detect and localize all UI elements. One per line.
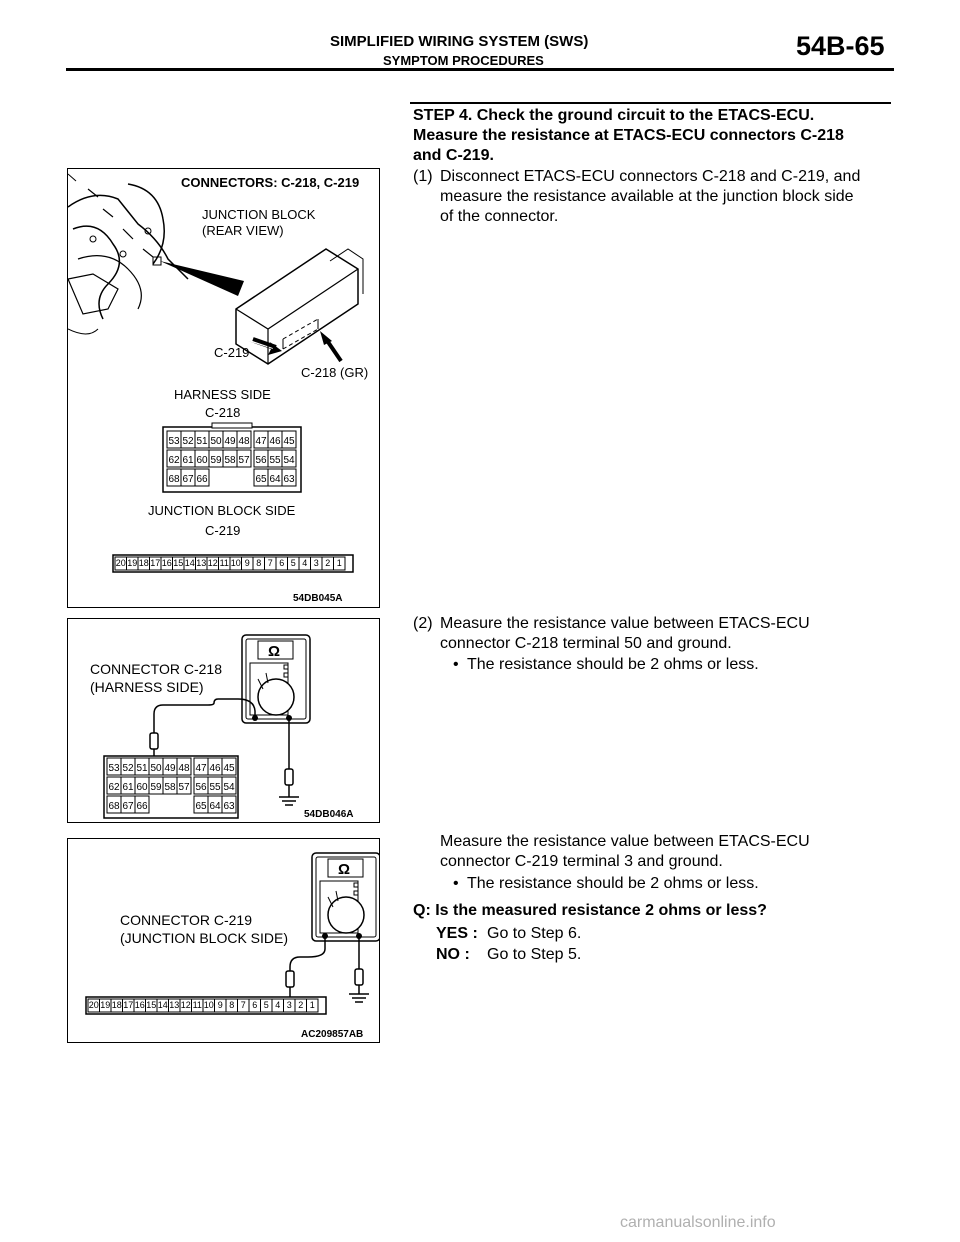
item-3-line-1: Measure the resistance value between ETACS-ECU bbox=[440, 833, 810, 850]
connector-pin-number: 11 bbox=[192, 1000, 202, 1010]
connector-pin-number: 65 bbox=[255, 474, 267, 485]
fig1-c218-label: C-218 (GR) bbox=[301, 365, 369, 380]
fig1-junction-label-1: JUNCTION BLOCK bbox=[202, 207, 316, 222]
connector-pin-number: 8 bbox=[256, 558, 262, 568]
connector-pin-number: 20 bbox=[88, 1000, 99, 1010]
connector-pin-number: 17 bbox=[123, 1000, 134, 1010]
connector-pin-number: 64 bbox=[209, 801, 221, 812]
fig1-c219: C-219 bbox=[205, 523, 241, 538]
step-heading-line-1: STEP 4. Check the ground circuit to the ETACS-ECU. bbox=[413, 107, 815, 124]
fig2-code: 54DB046A bbox=[304, 809, 354, 820]
connector-pin-number: 1 bbox=[336, 558, 342, 568]
connector-pin-number: 61 bbox=[122, 782, 134, 793]
connector-pin-number: 50 bbox=[210, 436, 222, 447]
connector-pin-number: 67 bbox=[122, 801, 134, 812]
connector-pin-number: 58 bbox=[164, 782, 176, 793]
item-3-bullet: • The resistance should be 2 ohms or less. bbox=[467, 874, 759, 894]
header-title: SIMPLIFIED WIRING SYSTEM (SWS) bbox=[330, 33, 589, 50]
connector-pin-number: 10 bbox=[230, 558, 241, 568]
yes-text: Go to Step 6. bbox=[487, 925, 582, 942]
no-label: NO : bbox=[436, 946, 470, 963]
connector-pin-number: 49 bbox=[224, 436, 236, 447]
fig1-junction-side: JUNCTION BLOCK SIDE bbox=[148, 503, 296, 518]
connector-pin-number: 50 bbox=[150, 763, 162, 774]
connector-pin-number: 55 bbox=[209, 782, 221, 793]
connector-pin-number: 67 bbox=[182, 474, 194, 485]
connector-pin-number: 59 bbox=[210, 455, 222, 466]
connector-pin-number: 54 bbox=[223, 782, 235, 793]
connector-pin-number: 13 bbox=[196, 558, 207, 568]
figure-connectors-c218-c219 bbox=[67, 168, 380, 608]
figure-2-drawing bbox=[68, 619, 379, 822]
connector-pin-number: 66 bbox=[136, 801, 148, 812]
connector-pin-number: 62 bbox=[108, 782, 120, 793]
fig1-c218: C-218 bbox=[205, 405, 241, 420]
connector-pin-number: 64 bbox=[269, 474, 281, 485]
connector-pin-number: 45 bbox=[223, 763, 235, 774]
connector-pin-number: 57 bbox=[238, 455, 250, 466]
connector-pin-number: 1 bbox=[309, 1000, 315, 1010]
connector-pin-number: 63 bbox=[283, 474, 295, 485]
header-subtitle: SYMPTOM PROCEDURES bbox=[383, 53, 544, 68]
connector-pin-number: 47 bbox=[255, 436, 267, 447]
connector-pin-number: 8 bbox=[229, 1000, 235, 1010]
connector-pin-number: 11 bbox=[219, 558, 229, 568]
item-2-line-1: Measure the resistance value between ETACS-ECU bbox=[440, 615, 810, 632]
connector-pin-number: 48 bbox=[178, 763, 190, 774]
connector-pin-number: 51 bbox=[196, 436, 208, 447]
item-1-line-2: measure the resistance available at the junction block side bbox=[440, 188, 854, 205]
connector-pin-number: 5 bbox=[290, 558, 296, 568]
connector-pin-number: 52 bbox=[122, 763, 134, 774]
connector-pin-number: 7 bbox=[240, 1000, 246, 1010]
connector-pin-number: 2 bbox=[325, 558, 331, 568]
connector-pin-number: 10 bbox=[203, 1000, 214, 1010]
connector-pin-number: 46 bbox=[269, 436, 281, 447]
header-rule bbox=[66, 68, 894, 71]
connector-pin-number: 3 bbox=[286, 1000, 292, 1010]
connector-pin-number: 12 bbox=[180, 1000, 191, 1010]
connector-pin-number: 17 bbox=[150, 558, 161, 568]
connector-pin-number: 68 bbox=[108, 801, 120, 812]
question: Q: Is the measured resistance 2 ohms or less? bbox=[413, 902, 767, 919]
connector-pin-number: 47 bbox=[195, 763, 207, 774]
step-heading-line-3: and C-219. bbox=[413, 147, 494, 164]
connector-pin-number: 58 bbox=[224, 455, 236, 466]
fig1-c219-label: C-219 bbox=[214, 345, 250, 360]
fig2-label-2: (HARNESS SIDE) bbox=[90, 679, 204, 695]
connector-pin-number: 16 bbox=[134, 1000, 145, 1010]
ohmmeter bbox=[312, 853, 379, 941]
connector-pin-number: 2 bbox=[298, 1000, 304, 1010]
connector-pin-number: 60 bbox=[136, 782, 148, 793]
connector-pin-number: 19 bbox=[100, 1000, 111, 1010]
connector-pin-number: 63 bbox=[223, 801, 235, 812]
connector-c218-face-2 bbox=[104, 756, 238, 818]
connector-pin-number: 53 bbox=[108, 763, 120, 774]
fig1-title: CONNECTORS: C-218, C-219 bbox=[181, 175, 360, 190]
connector-pin-number: 20 bbox=[115, 558, 126, 568]
connector-pin-number: 66 bbox=[196, 474, 208, 485]
connector-pin-number: 46 bbox=[209, 763, 221, 774]
fig1-code: 54DB045A bbox=[293, 593, 343, 604]
connector-pin-number: 61 bbox=[182, 455, 194, 466]
connector-pin-number: 60 bbox=[196, 455, 208, 466]
connector-pin-number: 62 bbox=[168, 455, 180, 466]
step-rule bbox=[410, 102, 891, 104]
fig2-label-1: CONNECTOR C-218 bbox=[90, 661, 222, 677]
connector-pin-number: 7 bbox=[267, 558, 273, 568]
connector-pin-number: 59 bbox=[150, 782, 162, 793]
connector-pin-number: 4 bbox=[275, 1000, 281, 1010]
fig1-harness-side: HARNESS SIDE bbox=[174, 387, 271, 402]
fig3-label-1: CONNECTOR C-219 bbox=[120, 912, 252, 928]
fig3-code: AC209857AB bbox=[301, 1029, 364, 1040]
yes-label: YES : bbox=[436, 925, 478, 942]
connector-pin-number: 13 bbox=[169, 1000, 180, 1010]
connector-pin-number: 52 bbox=[182, 436, 194, 447]
item-3-line-2: connector C-219 terminal 3 and ground. bbox=[440, 853, 723, 870]
item-1-number: (1) bbox=[413, 168, 433, 185]
connector-pin-number: 6 bbox=[252, 1000, 258, 1010]
connector-pin-number: 14 bbox=[184, 558, 195, 568]
connector-pin-number: 54 bbox=[283, 455, 295, 466]
connector-pin-number: 14 bbox=[157, 1000, 168, 1010]
no-text: Go to Step 5. bbox=[487, 946, 582, 963]
connector-pin-number: 19 bbox=[127, 558, 138, 568]
connector-pin-number: 18 bbox=[138, 558, 149, 568]
connector-pin-number: 15 bbox=[146, 1000, 157, 1010]
figure-connector-c218-measurement bbox=[67, 618, 380, 823]
fig2-ohm-symbol: Ω bbox=[268, 643, 281, 660]
ohmmeter bbox=[242, 635, 310, 723]
connector-pin-number: 56 bbox=[255, 455, 267, 466]
connector-pin-number: 6 bbox=[279, 558, 285, 568]
fig3-label-2: (JUNCTION BLOCK SIDE) bbox=[120, 930, 289, 946]
item-2-line-2: connector C-218 terminal 50 and ground. bbox=[440, 635, 732, 652]
connector-pin-number: 57 bbox=[178, 782, 190, 793]
connector-pin-number: 9 bbox=[244, 558, 250, 568]
item-2-number: (2) bbox=[413, 615, 433, 632]
item-1-line-1: Disconnect ETACS-ECU connectors C-218 and C-219, and bbox=[440, 168, 861, 185]
connector-pin-number: 4 bbox=[302, 558, 308, 568]
connector-pin-number: 48 bbox=[238, 436, 250, 447]
connector-pin-number: 65 bbox=[195, 801, 207, 812]
connector-pin-number: 56 bbox=[195, 782, 207, 793]
connector-pin-number: 5 bbox=[263, 1000, 269, 1010]
connector-pin-number: 16 bbox=[161, 558, 172, 568]
connector-pin-number: 12 bbox=[207, 558, 218, 568]
figure-connector-c219-measurement bbox=[67, 838, 380, 1043]
connector-c218-face-1 bbox=[163, 423, 301, 492]
connector-pin-number: 45 bbox=[283, 436, 295, 447]
connector-pin-number: 9 bbox=[217, 1000, 223, 1010]
connector-pin-number: 18 bbox=[111, 1000, 122, 1010]
connector-c219-face-1 bbox=[113, 555, 353, 572]
figure-1-drawing bbox=[68, 169, 379, 607]
page-number: 54B-65 bbox=[796, 31, 885, 61]
connector-pin-number: 68 bbox=[168, 474, 180, 485]
item-2-bullet: • The resistance should be 2 ohms or less. bbox=[467, 655, 759, 675]
item-1-line-3: of the connector. bbox=[440, 208, 559, 225]
connector-pin-number: 51 bbox=[136, 763, 148, 774]
connector-pin-number: 53 bbox=[168, 436, 180, 447]
watermark: carmanualsonline.info bbox=[620, 1214, 776, 1231]
connector-pin-number: 49 bbox=[164, 763, 176, 774]
fig3-ohm-symbol: Ω bbox=[338, 861, 351, 878]
connector-pin-number: 15 bbox=[173, 558, 184, 568]
connector-c219-face-2 bbox=[86, 997, 326, 1014]
step-heading-line-2: Measure the resistance at ETACS-ECU connectors C-218 bbox=[413, 127, 844, 144]
connector-pin-number: 55 bbox=[269, 455, 281, 466]
fig1-junction-label-2: (REAR VIEW) bbox=[202, 223, 284, 238]
connector-pin-number: 3 bbox=[313, 558, 319, 568]
figure-3-drawing bbox=[68, 839, 379, 1042]
